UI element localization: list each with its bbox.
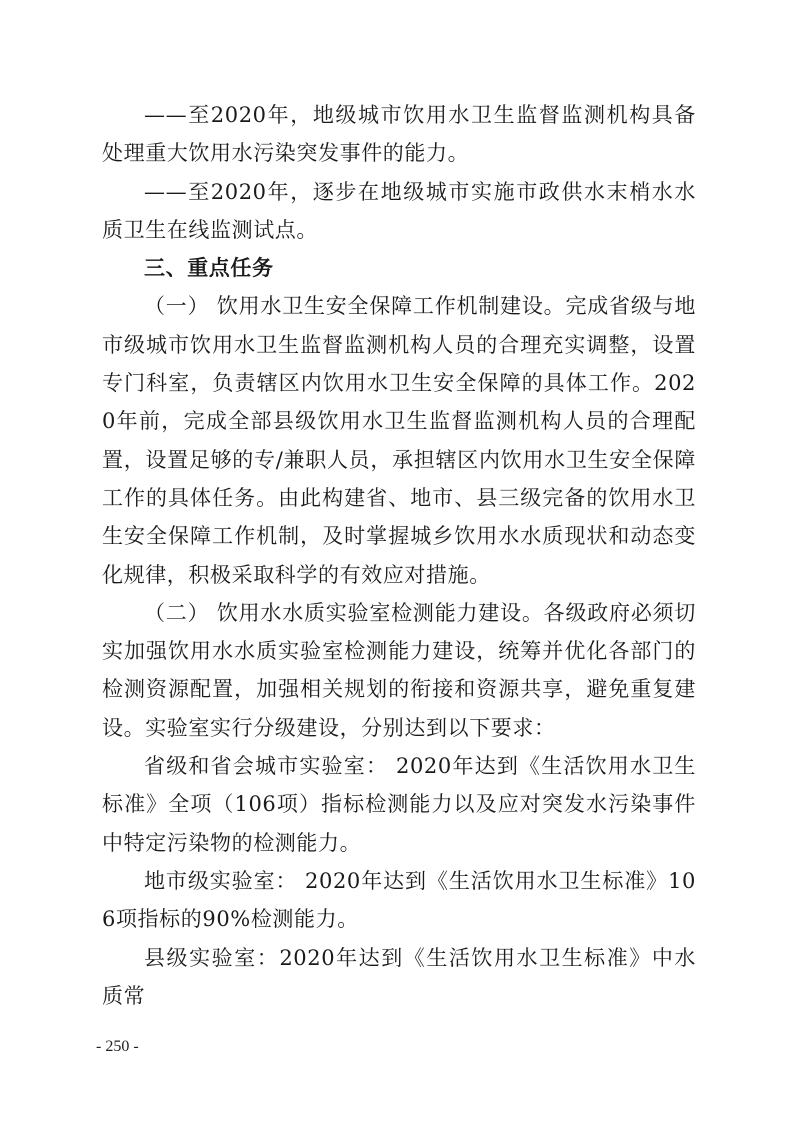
body-text — [102, 96, 696, 1015]
provincial-lab-paragraph: 省级和省会城市实验室： 2020年达到《生活饮用水卫生标准》全项（106项）指标检测能力以及应对突发水污染事件中特定污染物的检测能力。 — [102, 754, 696, 855]
task-paragraph-2: （二） 饮用水水质实验室检测能力建设。各级政府必须切实加强饮用水水质实验室检测能力建设，统筹并优化各部门的检测资源配置，加强相关规划的衔接和资源共享，避免重复建设。实验室实行分级建设，分别达到以下要求： — [102, 600, 696, 740]
target-paragraph-2: ——至2020年，逐步在地级城市实施市政供水末梢水水质卫生在线监测试点。 — [102, 179, 696, 242]
page-number: - 250 - — [96, 1038, 139, 1055]
prefecture-lab-paragraph: 地市级实验室： 2020年达到《生活饮用水卫生标准》106项指标的90%检测能力。 — [102, 868, 696, 932]
county-lab-paragraph: 县级实验室：2020年达到《生活饮用水卫生标准》中水质常 — [102, 945, 696, 1008]
section-heading: 三、重点任务 — [144, 255, 274, 281]
task-paragraph-1: （一） 饮用水卫生安全保障工作机制建设。完成省级与地市级城市饮用水卫生监督监测机构人员的合理充实调整，设置专门科室，负责辖区内饮用水卫生安全保障的具体工作。2020年前，完成全部县级饮用水卫生监督监测机构人员的合理配置，设置足够的专/兼职人员，承担辖区内饮用水卫生安全保障工作的具体任务。由此构建省、地市、县三级完备的饮用水卫生安全保障工作机制，及时掌握城乡饮用水水质现状和动态变化规律，积极采取科学的有效应对措施。 — [102, 294, 696, 587]
target-paragraph-1: ——至2020年，地级城市饮用水卫生监督监测机构具备处理重大饮用水污染突发事件的能力。 — [102, 103, 696, 166]
